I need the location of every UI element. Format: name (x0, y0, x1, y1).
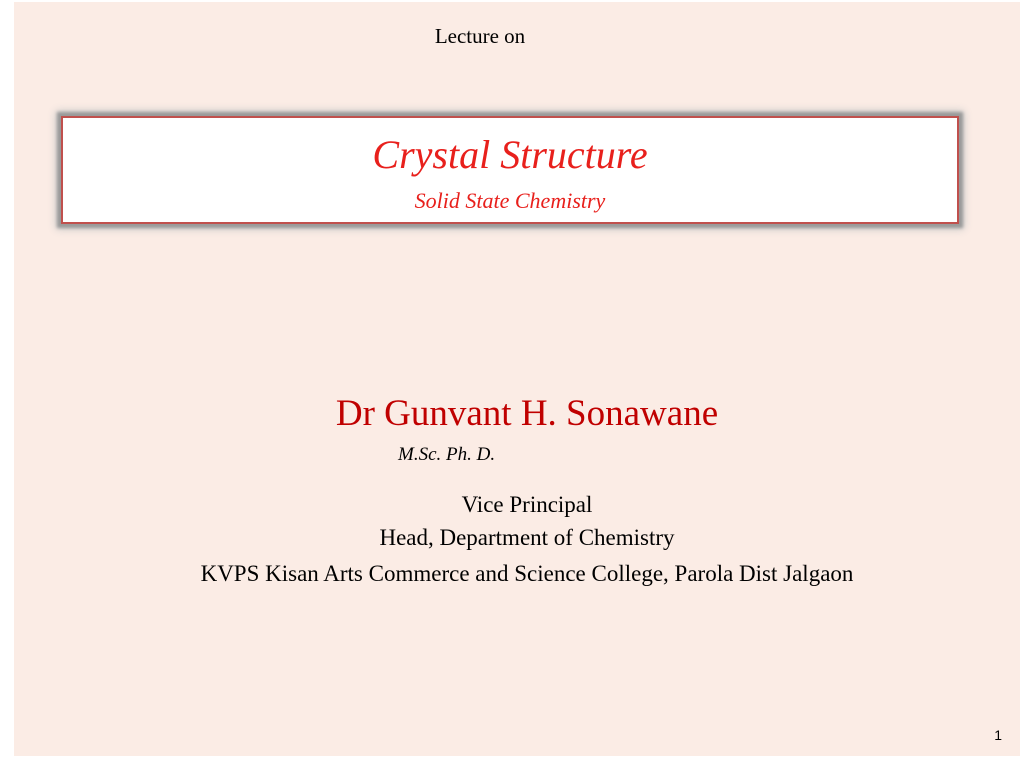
affiliation-department: Head, Department of Chemistry (379, 525, 675, 550)
affiliation-college: KVPS Kisan Arts Commerce and Science College, Parola Dist Jalgaon (200, 561, 854, 586)
slide-subtitle: Solid State Chemistry (414, 188, 606, 213)
author-degree: M.Sc. Ph. D. (398, 444, 496, 465)
page-number: 1 (994, 727, 1002, 743)
title-box (61, 116, 959, 224)
slide-title: Crystal Structure (372, 132, 648, 177)
affiliation-role: Vice Principal (461, 492, 593, 517)
slide (14, 2, 1020, 756)
intro-text: Lecture on (434, 24, 526, 48)
author-name: Dr Gunvant H. Sonawane (335, 393, 719, 434)
